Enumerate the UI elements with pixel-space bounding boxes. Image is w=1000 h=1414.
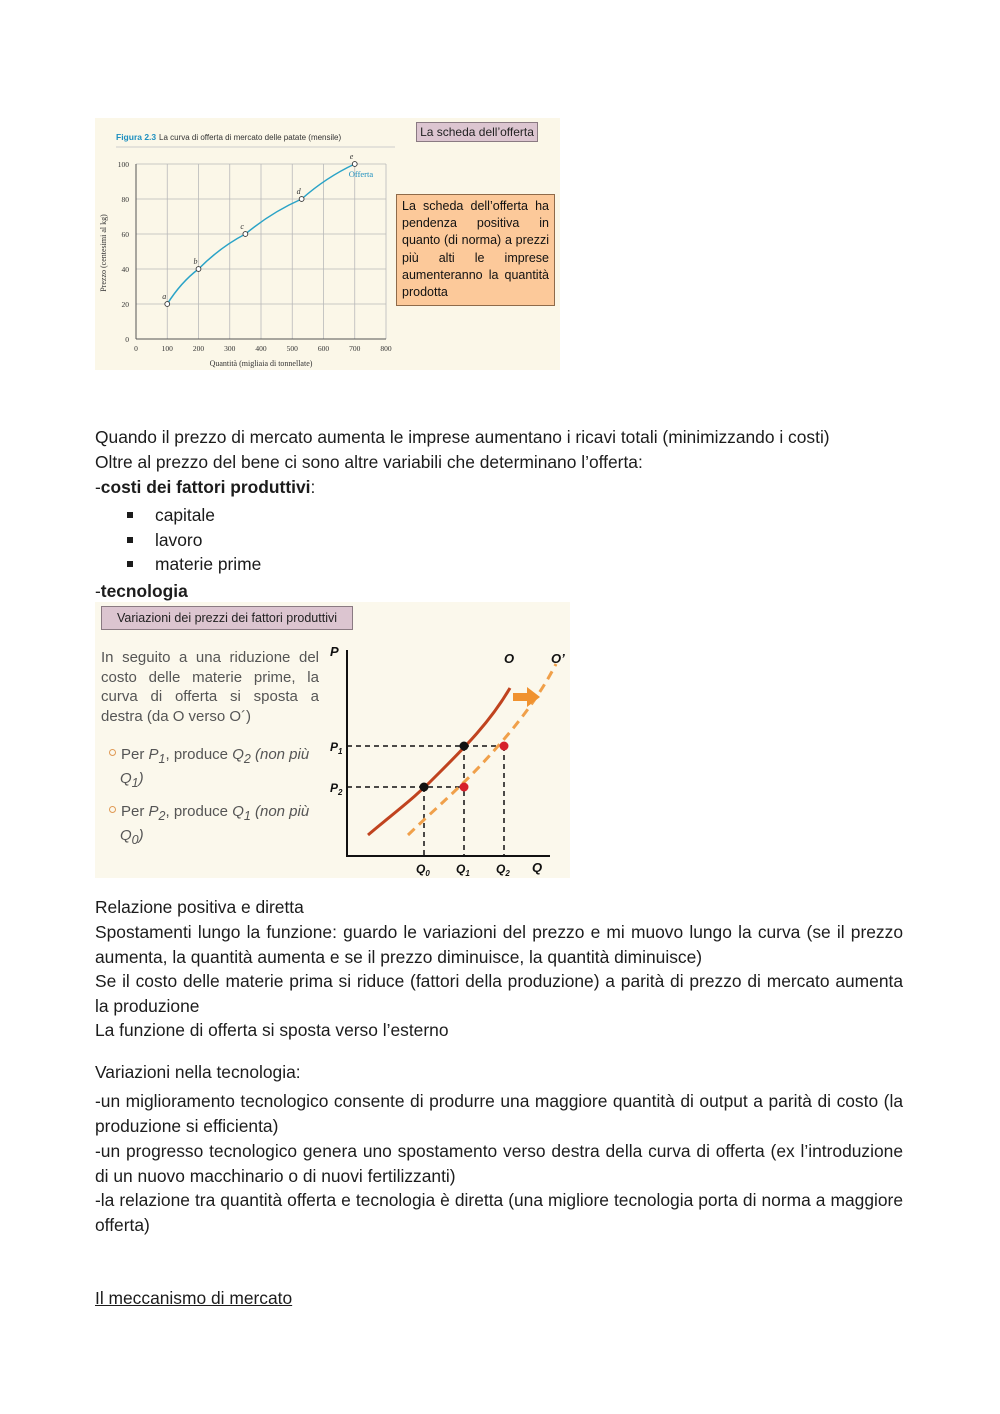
list-item: [95, 528, 495, 553]
list-item-label: materie prime: [155, 554, 262, 574]
list-item: [95, 503, 495, 528]
supply-schedule-figure: [95, 118, 560, 370]
x-tick-label: 700: [349, 344, 361, 353]
supply-shift-diagram: [95, 602, 570, 878]
paragraph-cost-reduction: Se il costo delle materie prima si riduce (fattori della produzione) a parità di prezzo di mercato aumenta la produzione: [95, 971, 903, 1016]
curve-label-o: O: [504, 651, 515, 666]
x-tick-label: 500: [286, 344, 298, 353]
point-label: b: [193, 257, 198, 266]
curve-label-o-prime: O’: [551, 651, 565, 666]
paragraph-outward-shift: La funzione di offerta si sposta verso l’esterno: [95, 1020, 449, 1040]
data-point: [165, 302, 170, 307]
paragraph-technology-heading: Variazioni nella tecnologia:: [95, 1062, 301, 1082]
paragraph-movements-along-curve: Spostamenti lungo la funzione: guardo le variazioni del prezzo e mi muovo lungo la curva (se il prezzo aumenta, la quantità aumenta e se il prezzo diminuisce, la quantità diminuisce): [95, 922, 903, 967]
price-axis-label: P: [330, 644, 339, 659]
y-tick-label: 0: [125, 335, 129, 344]
paragraph-tech-improvement: -un miglioramento tecnologico consente di produrre una maggiore quantità di output a parità di costo (la produzione si efficienta): [95, 1091, 903, 1136]
point-p1-q1: [460, 742, 469, 751]
price-label-p2: $P_2$: [330, 781, 343, 797]
y-tick-label: 100: [117, 160, 129, 169]
item-technology: [95, 579, 903, 604]
supply-schedule-tag: La scheda dell’offerta: [416, 122, 538, 142]
figure-caption-label: Figura 2.3: [116, 132, 157, 142]
figure-caption-text: La curva di offerta di mercato delle patate (mensile): [159, 133, 342, 142]
shift-bullet-p2: Per $P_2$, produce $Q_1$ (non più $Q_0$): [109, 802, 324, 850]
factor-costs-heading: costi dei fattori produttivi: [100, 477, 311, 497]
data-point: [299, 197, 304, 202]
item-factor-costs: [95, 475, 903, 500]
x-axis-label: Quantità (migliaia di tonnellate): [209, 359, 313, 368]
y-tick-label: 20: [121, 300, 129, 309]
point-label: e: [349, 152, 354, 161]
shift-bullet-p1: Per $P_1$, produce $Q_2$ (non più $Q_1$): [109, 745, 324, 793]
offerta-series: [162, 152, 357, 306]
guide-lines: [347, 746, 504, 856]
dash: -: [95, 477, 101, 497]
y-axis-label: Prezzo (centesimi al kg): [99, 214, 108, 292]
point-label: d: [296, 187, 301, 196]
supply-schedule-callout: La scheda dell’offerta ha pendenza positiva in quanto (di norma) a prezzi più alti le imprese aumenteranno la quantità prodotta: [396, 194, 555, 306]
factor-price-shift-figure: [95, 602, 570, 878]
y-tick-label: 60: [121, 230, 129, 239]
y-tick-label: 80: [121, 195, 129, 204]
square-bullet-icon: [127, 512, 133, 518]
supply-curve-o-prime: [408, 664, 556, 835]
x-tick-label: 300: [224, 344, 236, 353]
x-tick-label: 800: [380, 344, 392, 353]
x-tick-label: 100: [161, 344, 173, 353]
paragraph-price-rise: Quando il prezzo di mercato aumenta le imprese aumentano i ricavi totali (minimizzando i costi): [95, 427, 830, 447]
section-heading-market-mechanism: Il meccanismo di mercato: [95, 1288, 293, 1308]
x-tick-label: 400: [255, 344, 267, 353]
colon: :: [310, 477, 316, 497]
factor-price-tag: Variazioni dei prezzi dei fattori produttivi: [101, 606, 353, 630]
data-point: [243, 232, 248, 237]
quantity-label-q2: $Q_2$: [496, 862, 510, 878]
shift-explanation: In seguito a una riduzione del costo delle materie prime, la curva di offerta si sposta a destra (da O verso O´): [101, 649, 319, 725]
point-label: c: [240, 222, 244, 231]
point-p1-q2: [500, 742, 509, 751]
point-p2-q0: [420, 783, 429, 792]
y-tick-label: 40: [121, 265, 129, 274]
point-p2-q1: [460, 783, 469, 792]
paragraph-tech-relation: -la relazione tra quantità offerta e tecnologia è diretta (una migliore tecnologia porta di norma a maggiore offerta): [95, 1190, 903, 1235]
shift-arrow-icon: [513, 687, 540, 707]
paragraph-other-variables: Oltre al prezzo del bene ci sono altre variabili che determinano l’offerta:: [95, 452, 643, 472]
point-label: a: [162, 292, 167, 301]
quantity-label-q0: $Q_0$: [416, 862, 430, 878]
quantity-axis-label: Q: [532, 860, 543, 875]
x-tick-label: 0: [134, 344, 138, 353]
paragraph-positive-relation: Relazione positiva e diretta: [95, 897, 304, 917]
square-bullet-icon: [127, 561, 133, 567]
supply-curve-o: [368, 688, 510, 835]
square-bullet-icon: [127, 537, 133, 543]
list-item: [95, 552, 495, 577]
x-tick-label: 600: [317, 344, 330, 353]
chart-grid: [136, 164, 386, 339]
series-label-offerta: Offerta: [348, 169, 374, 179]
price-label-p1: $P_1$: [330, 740, 343, 756]
paragraph-tech-progress: -un progresso tecnologico genera uno spostamento verso destra della curva di offerta (ex l’introduzione di un nuovo macchinario o di nuovi fertilizzanti): [95, 1141, 903, 1186]
technology-heading: tecnologia: [100, 581, 188, 601]
dash: -: [95, 581, 101, 601]
list-item-label: lavoro: [155, 529, 203, 550]
list-item-label: capitale: [155, 505, 215, 525]
quantity-label-q1: $Q_1$: [456, 862, 470, 878]
x-tick-label: 200: [192, 344, 205, 353]
data-point: [352, 162, 357, 167]
data-point: [196, 267, 201, 272]
factor-list: [95, 503, 495, 577]
chart-ticks: [118, 160, 392, 353]
